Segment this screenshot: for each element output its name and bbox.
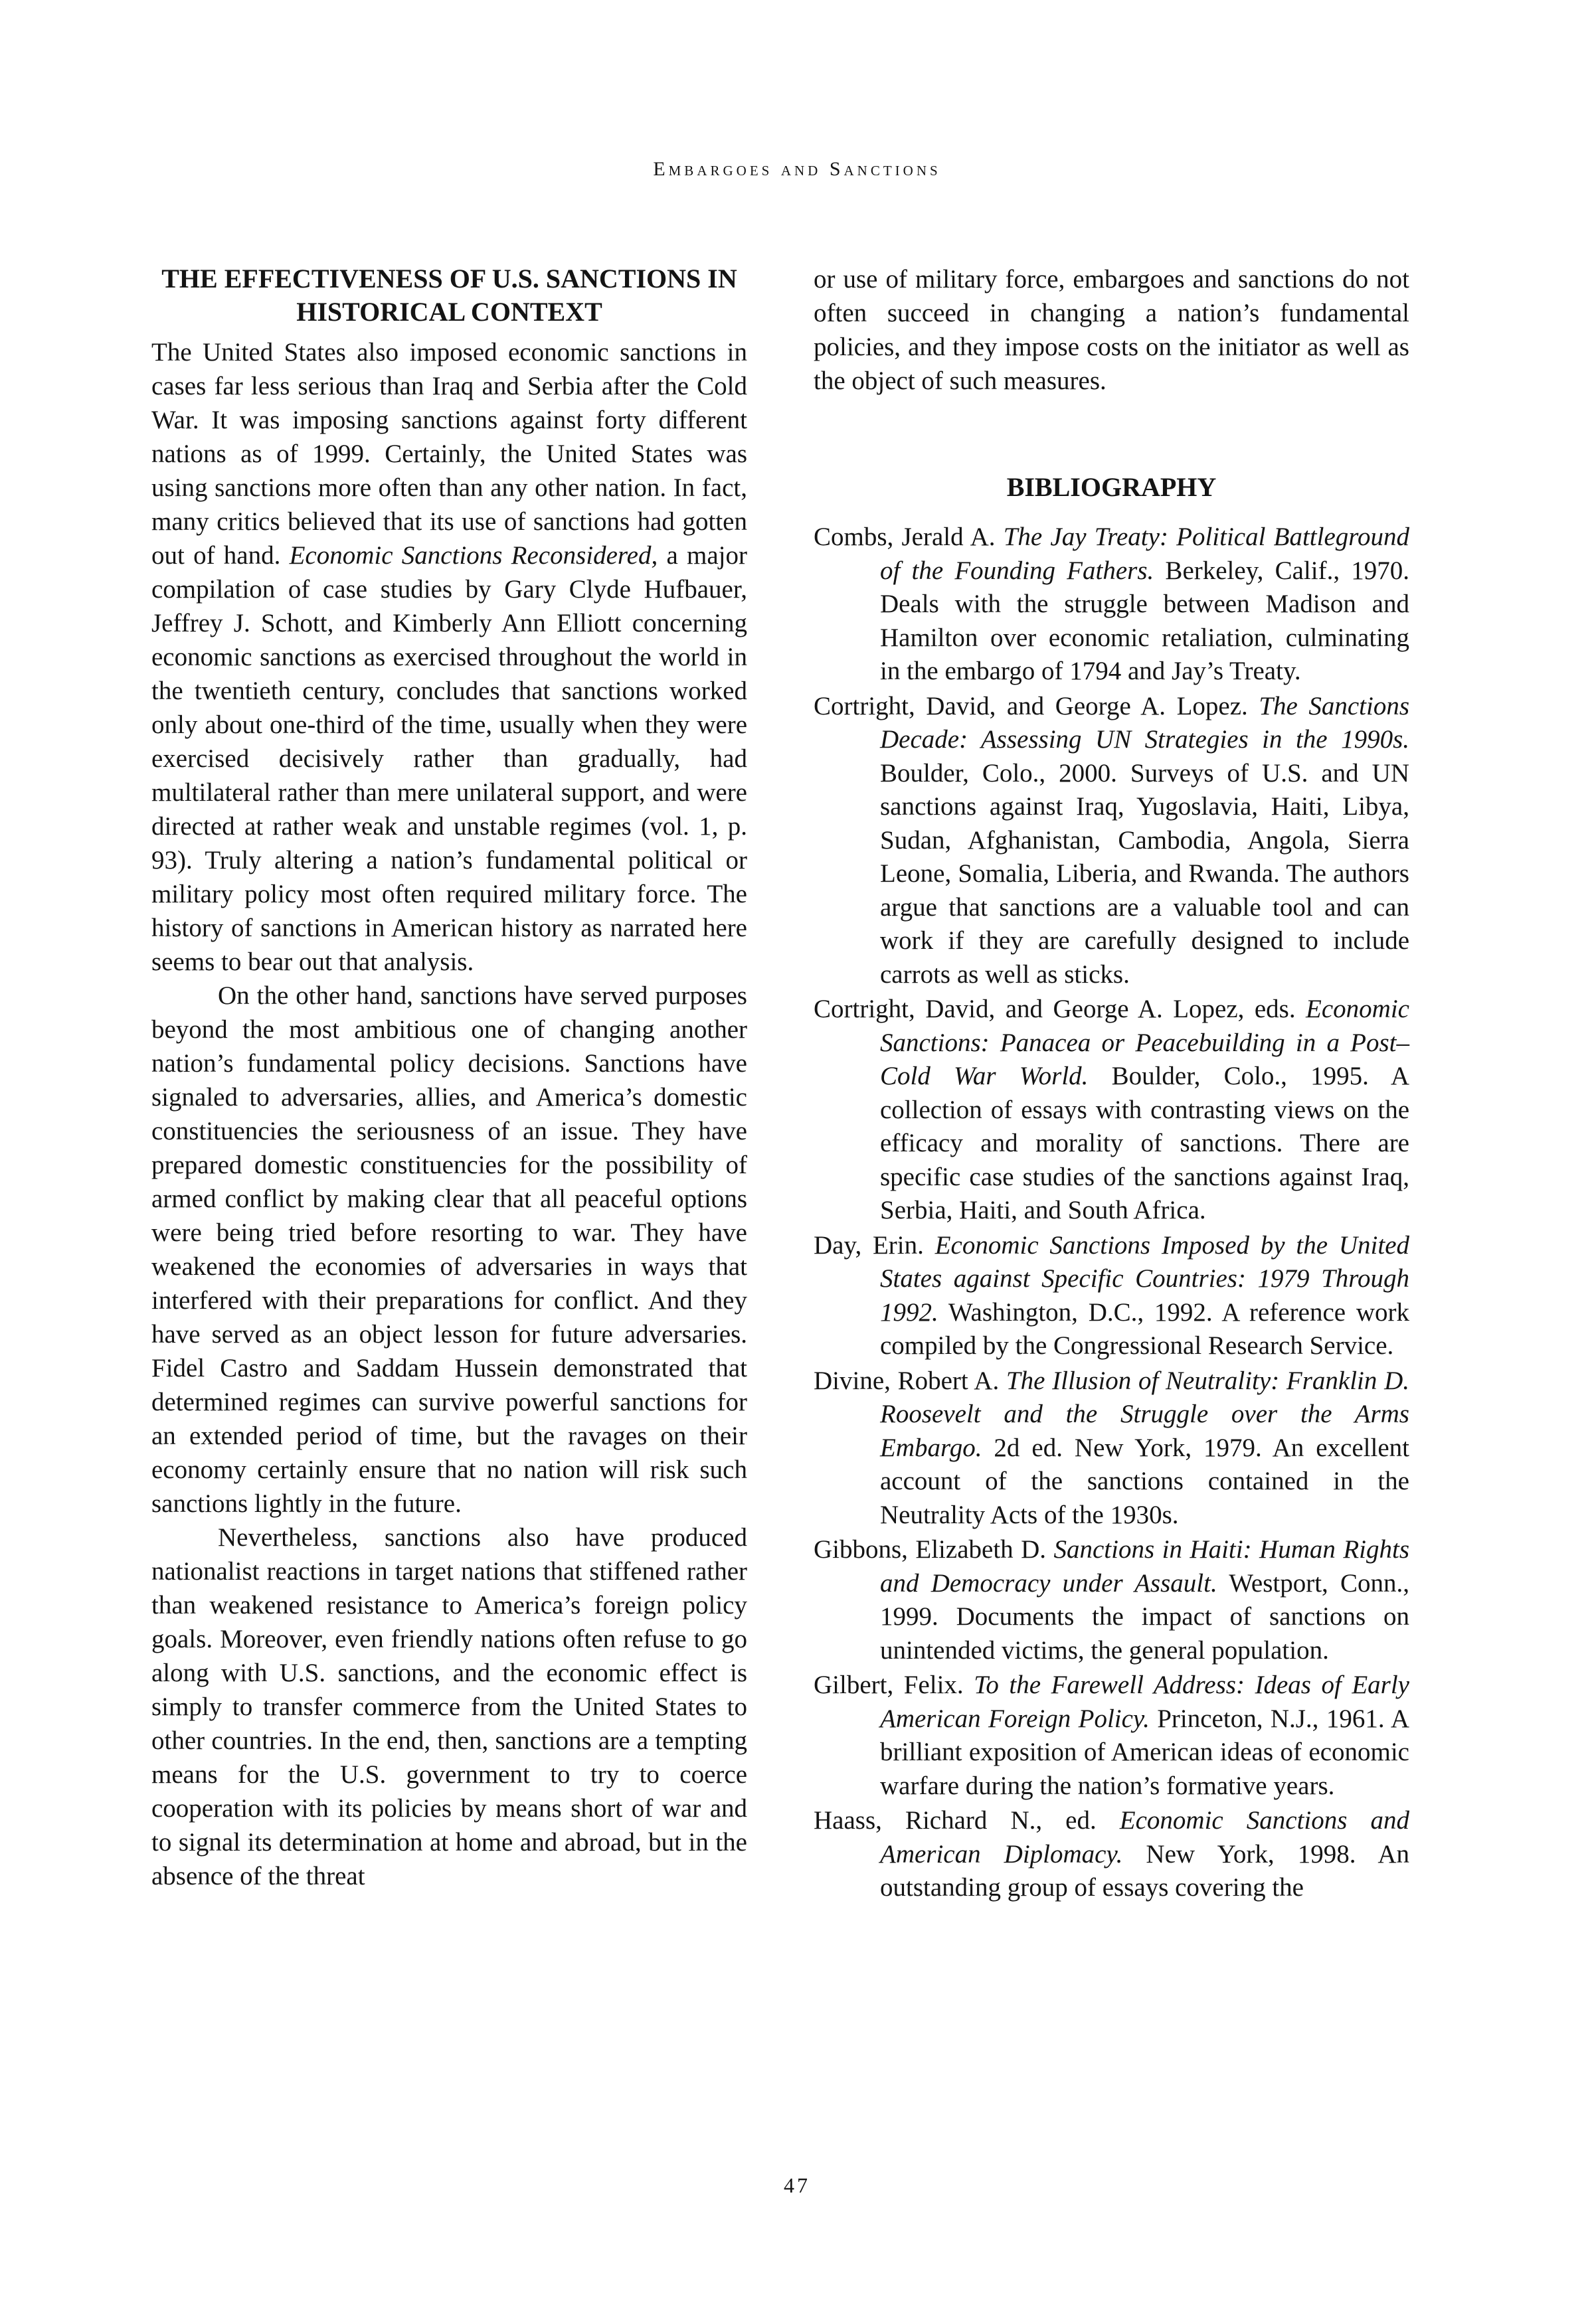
bibliography-entry: Haass, Richard N., ed. Economic Sanctions and American Diplomacy. New York, 1998. An outstanding group of essays covering the <box>814 1806 1410 1902</box>
bibliography-entry: Day, Erin. Economic Sanctions Imposed by the United States against Specific Countries: 1979 Through 1992. Washington, D.C., 1992. A reference work compiled by the Congressional Research Service. <box>814 1230 1410 1360</box>
section-title: THE EFFECTIVENESS OF U.S. SANCTIONS IN HISTORICAL CONTEXT <box>161 264 737 327</box>
bibliography-title: BIBLIOGRAPHY <box>1006 472 1217 502</box>
bibliography-entry: Gibbons, Elizabeth D. Sanctions in Haiti: Human Rights and Democracy under Assault. Westport, Conn., 1999. Documents the impact of sanctions on unintended victims, the general population. <box>814 1535 1410 1665</box>
bibliography-entry: Divine, Robert A. The Illusion of Neutrality: Franklin D. Roosevelt and the Struggle over the Arms Embargo. 2d ed. New York, 1979. An excellent account of the sanctions contained in the Neutrality Acts of the 1930s. <box>814 1366 1409 1529</box>
paragraph: Nevertheless, sanctions also have produced nationalist reactions in target nations that stiffened rather than weakened resistance to America’s foreign policy goals. Moreover, even friendly nations often refuse to go along with U.S. sanctions, and the economic effect is simply to transfer commerce from the United States to other countries. In the end, then, sanctions are a tempting means for the U.S. government to try to coerce cooperation with its policies by means short of war and to signal its determination at home and abroad, but in the absence of the threat <box>151 1523 747 1890</box>
bibliography-entry: Cortright, David, and George A. Lopez. The Sanctions Decade: Assessing UN Strategies in the 1990s. Boulder, Colo., 2000. Surveys of U.S. and UN sanctions against Iraq, Yugoslavia, Haiti, Libya, Sudan, Afghanistan, Cambodia, Angola, Sierra Leone, Somalia, Liberia, and Rwanda. The authors argue that sanctions are a valuable tool and can work if they are carefully designed to include carrots as well as sticks. <box>814 691 1409 989</box>
running-head: Embargoes and Sanctions <box>653 158 941 180</box>
bibliography-list <box>814 521 1409 1905</box>
page-number: 47 <box>784 2173 810 2197</box>
continuation-paragraph: or use of military force, embargoes and sanctions do not often succeed in changing a nation’s fundamental policies, and they impose costs on the initiator as well as the object of such measures. <box>814 265 1409 395</box>
bibliography-entry: Cortright, David, and George A. Lopez, eds. Economic Sanctions: Panacea or Peacebuilding in a Post–Cold War World. Boulder, Colo., 1995. A collection of essays with contrasting views on the efficacy and morality of sanctions. There are specific case studies of the sanctions against Iraq, Serbia, Haiti, and South Africa. <box>814 995 1409 1224</box>
left-column <box>151 262 747 1893</box>
bibliography-entry: Combs, Jerald A. The Jay Treaty: Political Battleground of the Founding Fathers. Berkeley, Calif., 1970. Deals with the struggle between Madison and Hamilton over economic retaliation, culminating in the embargo of 1794 and Jay’s Treaty. <box>814 523 1409 685</box>
right-column <box>814 262 1409 1906</box>
paragraph: The United States also imposed economic sanctions in cases far less serious than Iraq and Serbia after the Cold War. It was imposing sanctions against forty different nations as of 1999. Certainly, the United States was using sanctions more often than any other nation. In fact, many critics believed that its use of sanctions had gotten out of hand. Economic Sanctions Reconsidered, a major compilation of case studies by Gary Clyde Hufbauer, Jeffrey J. Schott, and Kimberly Ann Elliott concerning economic sanctions as exercised throughout the world in the twentieth century, concludes that sanctions worked only about one-third of the time, usually when they were exercised decisively rather than gradually, had multilateral rather than mere unilateral support, and were directed at rather weak and unstable regimes (vol. 1, p. 93). Truly altering a nation’s fundamental political or military policy most often required military force. The history of sanctions in American history as narrated here seems to bear out that analysis. <box>151 338 747 976</box>
bibliography-entry: Gilbert, Felix. To the Farewell Address: Ideas of Early American Foreign Policy. Princeton, N.J., 1961. A brilliant exposition of American ideas of economic warfare during the nation’s formative years. <box>814 1671 1409 1800</box>
paragraph: On the other hand, sanctions have served purposes beyond the most ambitious one of changing another nation’s fundamental policy decisions. Sanctions have signaled to adversaries, allies, and America’s domestic constituencies the seriousness of an issue. They have prepared domestic constituencies for the possibility of armed conflict by making clear that all peaceful options were being tried before resorting to war. They have weakened the economies of adversaries in ways that interfered with their preparations for conflict. And they have served as an object lesson for future adversaries. Fidel Castro and Saddam Hussein demonstrated that determined regimes can survive powerful sanctions for an extended period of time, but the ravages on their economy certainly ensure that no nation will risk such sanctions lightly in the future. <box>151 981 747 1518</box>
